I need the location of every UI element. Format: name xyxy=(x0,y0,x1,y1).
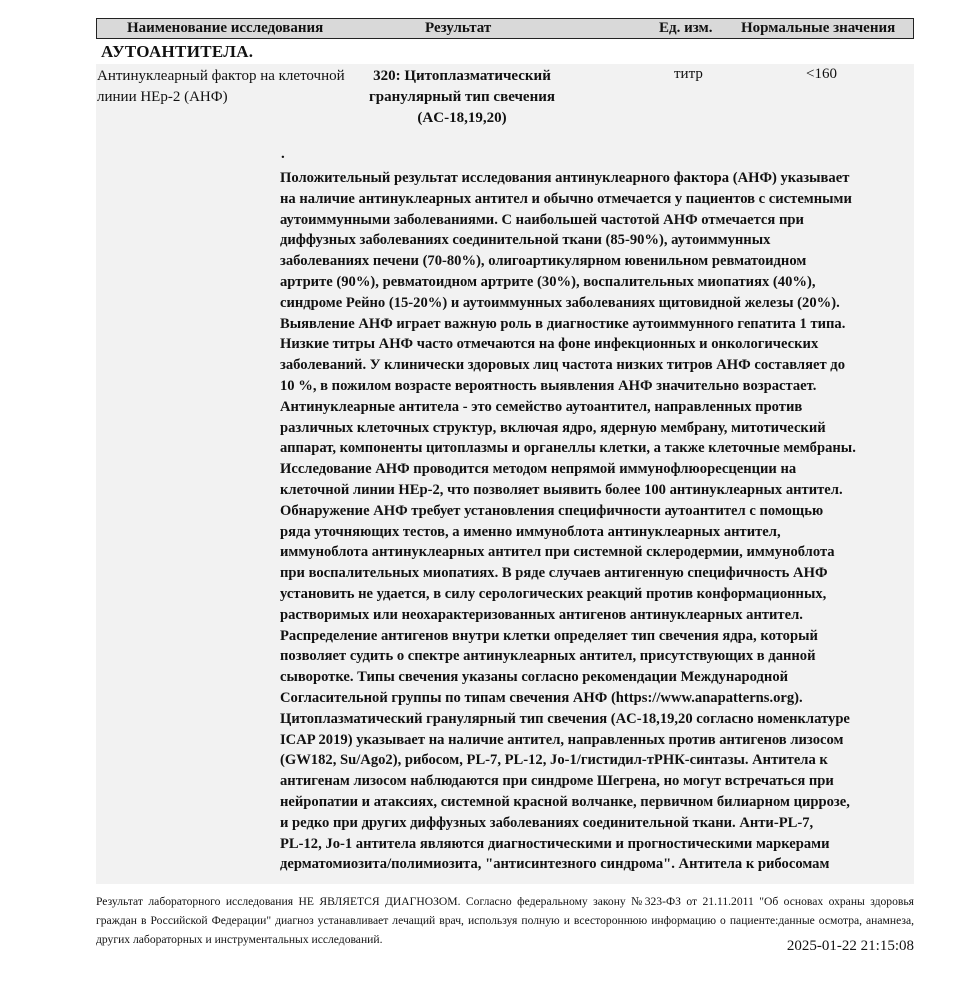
test-unit: титр xyxy=(674,66,703,82)
header-name: Наименование исследования xyxy=(127,20,324,36)
comment-line: нейропатии и атаксиях, системной красной волчанке, первичном билиарном циррозе, xyxy=(280,793,850,810)
comment-line: Цитоплазматический гранулярный тип свечения (AC-18,19,20 согласно номенклатуре xyxy=(280,710,850,727)
interpretation-comment xyxy=(280,168,914,882)
header-norm: Нормальные значения xyxy=(741,20,896,36)
comment-line: Выявление АНФ играет важную роль в диагностике аутоиммунного гепатита 1 типа. xyxy=(280,315,846,332)
test-result: 320: Цитоплазматический гранулярный тип свечения (AC-18,19,20) xyxy=(368,68,555,126)
comment-line: установить не удается, в силу серологических реакций против конформационных, xyxy=(280,585,827,602)
comment-line: синдроме Рейно (15-20%) и аутоиммунных заболеваниях щитовидной железы (20%). xyxy=(280,294,840,311)
header-result: Результат xyxy=(425,20,492,36)
comment-line: Обнаружение АНФ требует установления специфичности аутоантител с помощью xyxy=(280,502,824,519)
comment-line: заболеваний. У клинически здоровых лиц частота низких титров АНФ составляет до xyxy=(280,357,845,374)
test-norm: <160 xyxy=(806,66,837,82)
comment-line: на наличие антинуклеарных антител и обычно отмечается у пациентов с системными xyxy=(280,190,852,207)
comment-line: Положительный результат исследования антинуклеарного фактора (АНФ) указывает xyxy=(280,170,850,186)
comment-line: (GW182, Su/Ago2), рибосом, PL-7, PL-12, Jo-1/гистидил-тРНК-синтазы. Антитела к xyxy=(280,752,828,769)
comment-line: сыворотке. Типы свечения указаны согласно рекомендации Международной xyxy=(280,669,789,686)
comment-line: 10 %, в пожилом возрасте вероятность выявления АНФ значительно возрастает. xyxy=(280,377,817,394)
comment-line: растворимых или неохарактеризованных антигенов антинуклеарных антител. xyxy=(280,606,803,623)
comment-line: Низкие титры АНФ часто отмечаются на фоне инфекционных и онкологических xyxy=(280,336,819,353)
disclaimer-footer: Результат лабораторного исследования НЕ ЯВЛЯЕТСЯ ДИАГНОЗОМ. Согласно федеральному закону №323-ФЗ от 21.11.2011 "Об основах охраны здоровья граждан в Российской Федерации" диагноз устанавливает лечащий врач, используя полную и всестороннюю информацию о пациенте:данные осмотра, анамнеза, других лабораторных и инструментальных исследований. xyxy=(96,895,914,946)
comment-line: Распределение антигенов внутри клетки определяет тип свечения ядра, который xyxy=(280,627,818,644)
table-header xyxy=(96,18,914,39)
test-name: Антинуклеарный фактор на клеточной линии HEp-2 (АНФ) xyxy=(97,68,345,105)
comment-line: диффузных заболеваниях соединительной ткани (85-90%), аутоиммунных xyxy=(280,232,771,249)
comment-line: иммуноблота антинуклеарных антител при системной склеродермии, иммуноблота xyxy=(280,544,835,561)
comment-line: ряда уточняющих тестов, а именно иммуноблота антинуклеарных антител, xyxy=(280,523,781,540)
comment-line: PL-12, Jo-1 антитела являются диагностическими и прогностическими маркерами xyxy=(280,835,830,852)
comment-line: клеточной линии HEp-2, что позволяет выявить более 100 антинуклеарных антител. xyxy=(280,481,843,498)
comment-line: позволяет судить о спектре антинуклеарных антител, присутствующих в данной xyxy=(280,648,816,665)
comment-line: Исследование АНФ проводится методом непрямой иммунофлюоресценции на xyxy=(280,461,797,478)
comment-line: аутоиммунными заболеваниями. С наибольшей частотой АНФ отмечается при xyxy=(280,211,804,228)
comment-line: различных клеточных структур, включая ядро, ядерную мембрану, митотический xyxy=(280,419,826,436)
comment-line: аппарат, компоненты цитоплазмы и органеллы клетки, а также клеточные мембраны. xyxy=(280,440,856,457)
comment-line: заболеваниях печени (70-80%), олигоартикулярном ювенильном ревматоидном xyxy=(280,253,807,270)
result-dot: . xyxy=(281,146,285,162)
comment-line: Антинуклеарные антитела - это семейство аутоантител, направленных против xyxy=(280,398,803,415)
comment-line: и редко при других диффузных заболеваниях соединительной ткани. Анти-PL-7, xyxy=(280,814,814,831)
comment-line: при воспалительных миопатиях. В ряде случаев антигенную специфичность АНФ xyxy=(280,565,828,582)
header-unit: Ед. изм. xyxy=(659,20,713,36)
comment-line: антигенам лизосом наблюдаются при синдроме Шегрена, но могут встречаться при xyxy=(280,773,834,790)
comment-line: ICAP 2019) указывает на наличие антител, направленных против антигенов лизосом xyxy=(280,731,844,748)
comment-line: дерматомиозита/полимиозита, "антисинтезного синдрома". Антитела к рибосомам xyxy=(280,856,830,873)
comment-line: артрите (90%), ревматоидном артрите (30%), воспалительных миопатиях (40%), xyxy=(280,273,816,290)
print-timestamp: 2025-01-22 21:15:08 xyxy=(786,938,914,954)
comment-line: Согласительной группы по типам свечения АНФ (https://www.anapatterns.org). xyxy=(280,689,803,706)
section-title: АУТОАНТИТЕЛА. xyxy=(101,42,254,61)
